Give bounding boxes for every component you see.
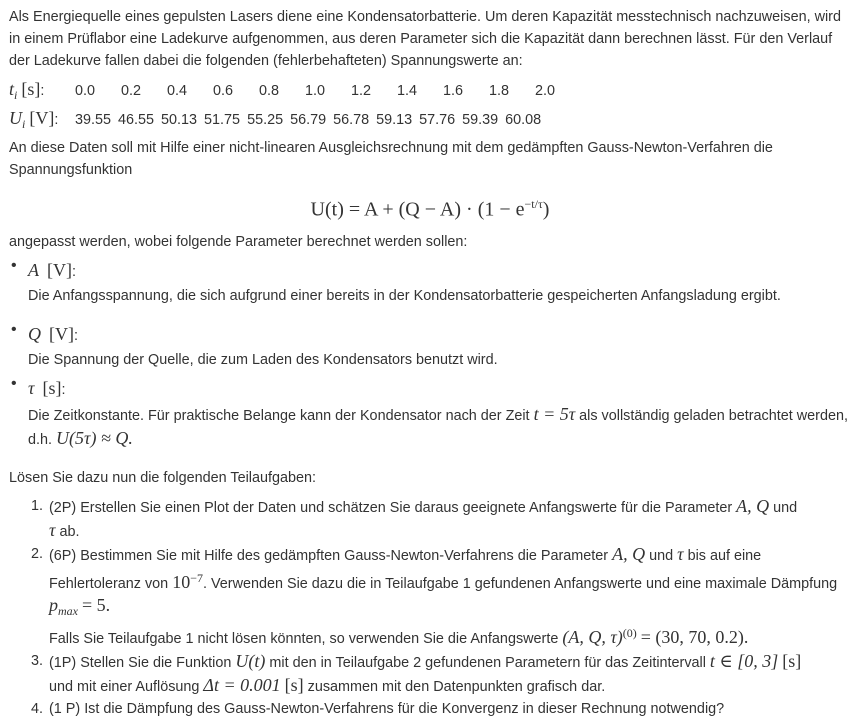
- task-item: 3. (1P) Stellen Sie die Funktion U(t) mit den in Teilaufgabe 2 gefundenen Parametern für das Zeitintervall t ∈ [0, 3] [s] und mit einer Auflösung Δt = 0.001 [s] zusammen mit den Datenpunkten grafisch dar.: [31, 651, 802, 696]
- time-value: 1.8: [489, 83, 510, 99]
- voltage-row: [9, 104, 851, 133]
- fit-intro: An diese Daten soll mit Hilfe einer nicht-linearen Ausgleichsrechnung mit dem gedämpften Gauss-Newton-Verfahren die Spannungsfunktion: [9, 140, 773, 178]
- task-list: [9, 495, 851, 720]
- voltage-value: 50.13: [161, 112, 198, 128]
- voltage-value: 56.78: [333, 112, 370, 128]
- time-label: $t_i$ [s]:: [9, 79, 45, 102]
- voltage-value: 55.25: [247, 112, 284, 128]
- voltage-value: 46.55: [118, 112, 155, 128]
- bullet-icon: •: [11, 374, 17, 392]
- intro-paragraph: Als Energiequelle eines gepulsten Lasers diene eine Kondensatorbatterie. Um deren Kapazität messtechnisch nachzuweisen, wird in einem Prüflabor eine Ladekurve aufgenommen, aus deren Parameter sich die Kapazität dann berechnen lässt. Für den Verlauf der Ladekurve fallen dabei die folgenden (fehlerbehafteten) Spannungswerte an:: [9, 9, 841, 69]
- param-item-a: • A [V]: Die Anfangsspannung, die sich aufgrund einer bereits in der Kondensatorbatterie gespeicherten Anfangsladung ergibt.: [11, 256, 781, 304]
- exercise-document: [9, 6, 851, 720]
- task-item: 2. (6P) Bestimmen Sie mit Hilfe des gedämpften Gauss-Newton-Verfahrens die Parameter A, Q und τ bis auf eine Fehlertoleranz von $10^{-7}$. Verwenden Sie dazu die in Teilaufgabe 1 gefundenen Anfangswerte und eine maximale Dämpfung $p_{max} = 5$. Falls Sie Teilaufgabe 1 nicht lösen könnten, so verwenden Sie die Anfangswerte (A, Q, τ)$^{(0)}$ = (30, 70, 0.2).: [31, 543, 838, 648]
- time-value: 0.4: [167, 83, 188, 99]
- time-value: 2.0: [535, 83, 556, 99]
- task-item: 1. (2P) Erstellen Sie einen Plot der Daten und schätzen Sie daraus geeignete Anfangswerte für die Parameter A, Q und τ ab.: [31, 495, 798, 540]
- voltage-value: 57.76: [419, 112, 456, 128]
- bullet-icon: •: [11, 320, 17, 338]
- params-intro: angepasst werden, wobei folgende Parameter berechnet werden sollen:: [9, 233, 468, 250]
- time-value: 1.2: [351, 83, 372, 99]
- voltage-formula: $U(t) = A + (Q - A) \cdot (1 - e^{-t/\tau})$: [310, 197, 550, 221]
- time-value: 1.0: [305, 83, 326, 99]
- time-value: 0.0: [75, 83, 96, 99]
- task-item: 4. (1 P) Ist die Dämpfung des Gauss-Newton-Verfahrens für die Konvergenz in dieser Rechnung notwendig?: [31, 701, 725, 718]
- tasks-intro: Lösen Sie dazu nun die folgenden Teilaufgaben:: [9, 469, 316, 486]
- parameter-list: [9, 257, 851, 451]
- time-values: [75, 77, 581, 106]
- voltage-value: 39.55: [75, 112, 112, 128]
- bullet-icon: •: [11, 256, 17, 274]
- voltage-value: 56.79: [290, 112, 327, 128]
- voltage-value: 59.13: [376, 112, 413, 128]
- voltage-value: 59.39: [462, 112, 499, 128]
- voltage-label: $U_i$ [V]:: [9, 108, 59, 131]
- time-row: [9, 75, 851, 104]
- param-item-q: • Q [V]: Die Spannung der Quelle, die zum Laden des Kondensators benutzt wird.: [11, 320, 498, 368]
- time-value: 1.4: [397, 83, 418, 99]
- time-value: 0.2: [121, 83, 142, 99]
- voltage-value: 51.75: [204, 112, 241, 128]
- param-item-tau: • τ [s]: Die Zeitkonstante. Für praktische Belange kann der Kondensator nach der Zeit t = 5τ als vollständig geladen betrachtet werden, d.h. U(5τ) ≈ Q.: [11, 374, 848, 448]
- voltage-value: 60.08: [505, 112, 542, 128]
- time-value: 0.6: [213, 83, 234, 99]
- time-value: 0.8: [259, 83, 280, 99]
- time-value: 1.6: [443, 83, 464, 99]
- voltage-values: [75, 106, 548, 135]
